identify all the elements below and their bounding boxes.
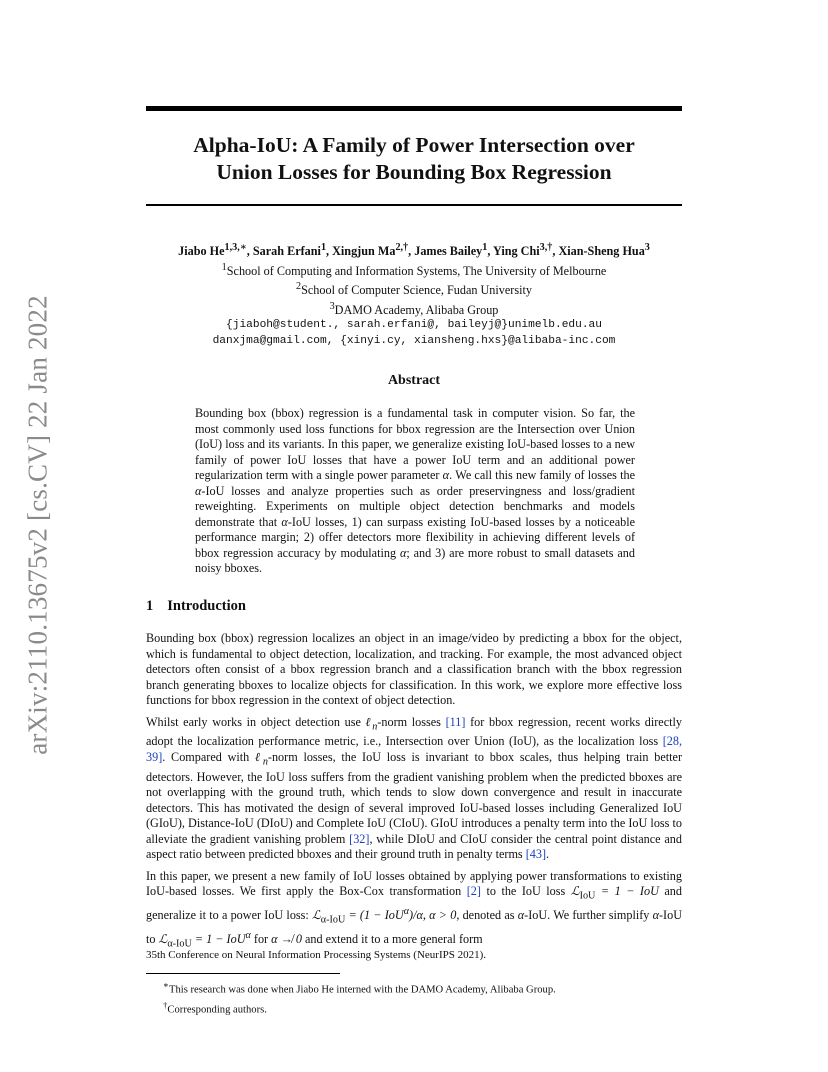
section-title: Introduction (167, 598, 246, 614)
affiliation-2: $^2$School of Computer Science, Fudan University (296, 281, 532, 298)
footnotes (146, 978, 682, 1017)
arxiv-id: arXiv:2110.13675v2 [cs.CV] 22 Jan 2022 (22, 295, 53, 755)
footnote-2: †Corresponding authors. (163, 999, 267, 1016)
author-3-affil: 2,† (395, 242, 409, 253)
author-2-affil: 1 (320, 242, 327, 253)
author-1: Jiabo He (178, 244, 225, 259)
citation-43[interactable]: [43] (525, 847, 547, 862)
title-line-2: Union Losses for Bounding Box Regression (216, 160, 612, 184)
body-text (146, 631, 682, 958)
paragraph-2: Whilst early works in object detection use ℓ$_n$-norm losses [11] for bbox regression, recent works directly adopt the localization performance metric, i.e., Intersection over Union (IoU), as the localization loss [28, 39]. Compared with ℓ$_n$-norm losses, the IoU loss is invariant to bbox scales, thus helping train better detectors. However, the IoU loss suffers from the gradient vanishing problem when the predicted bboxes are not overlapping with the ground truth, which tends to slow down convergence and result in inaccurate detectors. This has motivated the design of several improved IoU-based losses including Generalized IoU (GIoU), Distance-IoU (DIoU) and Complete IoU (CIoU). GIoU introduces a penalty term into the IoU loss to alleviate the gradient vanishing problem [32], while DIoU and CIoU consider the central point distance and aspect ratio between predicted bboxes and their ground truth in penalty terms [43]. (146, 714, 683, 862)
citation-2[interactable]: [2] (466, 884, 481, 899)
title-rule-top (146, 106, 682, 111)
arxiv-stamp (18, 290, 58, 760)
author-6-affil: 3 (644, 242, 650, 253)
paper-title (146, 132, 682, 186)
section-number: 1 (146, 598, 154, 614)
email-line-2: danxjma@gmail.com, {xinyi.cy, xiansheng.hxs}@alibaba-inc.com (212, 334, 616, 347)
section-heading (146, 598, 246, 615)
affiliation-3: $^3$DAMO Academy, Alibaba Group (329, 300, 499, 317)
citation-32[interactable]: [32] (349, 831, 370, 846)
author-5-affil: 3,† (539, 242, 553, 253)
title-rule-bottom (146, 204, 682, 206)
author-names: Jiabo $He^{1,3,∗}$, Sarah Erfani$^1$, Xingjun $Ma^{2,\dagger}$, James Bailey$^1$, Ying Chi$^{3,\dagger}$, Xian-Sheng Hua$^3$ (178, 242, 650, 259)
abstract-text: Bounding box (bbox) regression is a fundamental task in computer vision. So far, the most commonly used loss functions for bbox regression are the Intersection over Union (IoU) loss and its variants. In this paper, we generalize existing IoU-based losses to a new family of power IoU losses that have a power IoU term and an additional power regularization term with a single power parameter α. We call this new family of losses the α-IoU losses and analyze properties such as order preservingness and loss/gradient reweighting. Experiments on multiple object detection benchmarks and models demonstrate that α-IoU losses, 1) can surpass existing IoU-based losses by a noticeable performance margin; 2) offer detectors more flexibility in achieving different levels of bbox regression accuracy by modulating α; and 3) are more robust to small datasets and noisy bboxes. (195, 406, 635, 575)
author-4-affil: 1 (482, 242, 488, 253)
citation-11[interactable]: [11] (445, 714, 466, 729)
conference-note: 35th Conference on Neural Information Processing Systems (NeurIPS 2021). (146, 949, 487, 961)
author-block (130, 240, 698, 349)
citation-28-39[interactable]: [28, 39] (146, 734, 682, 764)
paragraph-1: Bounding box (bbox) regression localizes an object in an image/video by predicting a bbox for the object, which is fundamental to object detection, localization, and tracking. For example, the most advanced object detectors often consist of a bbox regression branch and a classification branch with the bbox regression branch generating bboxes to localize objects for classification. In this work, we explore more effective loss functions for bbox regression in the context of object detection. (146, 631, 682, 707)
abstract-heading: Abstract (387, 373, 441, 388)
author-6: Xian-Sheng Hua (558, 244, 645, 259)
title-line-1: Alpha-IoU: A Family of Power Intersection over (193, 133, 635, 157)
author-5: Ying Chi (493, 244, 540, 259)
email-line-1: {jiaboh@student., sarah.erfani@, baileyj@}unimelb.edu.au (226, 319, 602, 332)
paragraph-3: In this paper, we present a new family of IoU losses obtained by applying power transformations to existing IoU-based losses. We first apply the Box-Cox transformation [2] to the IoU loss ℒ$_{IoU}$ = 1 − IoU and generalize it to a power IoU loss: ℒ$_{\alpha-IoU}$ = (1 − IoU$^\alpha$)/α, α > 0, denoted as α-IoU. We further simplify α-IoU to ℒ$_{\alpha-IoU}$ = 1 − IoU$^\alpha$ for α ↛ 0 and extend it to a more general form (146, 868, 683, 950)
footnote-1: ∗This research was done when Jiabo He interned with the DAMO Academy, Alibaba Group. (163, 980, 556, 996)
author-4: James Bailey (414, 244, 483, 259)
footnote-rule (146, 973, 340, 974)
author-2: Sarah Erfani (252, 244, 321, 259)
author-3: Xingjun Ma (332, 244, 396, 259)
author-1-affil: 1,3,∗ (224, 242, 247, 253)
affiliation-1: $^1$School of Computing and Information Systems, The University of Melbourne (221, 261, 607, 278)
